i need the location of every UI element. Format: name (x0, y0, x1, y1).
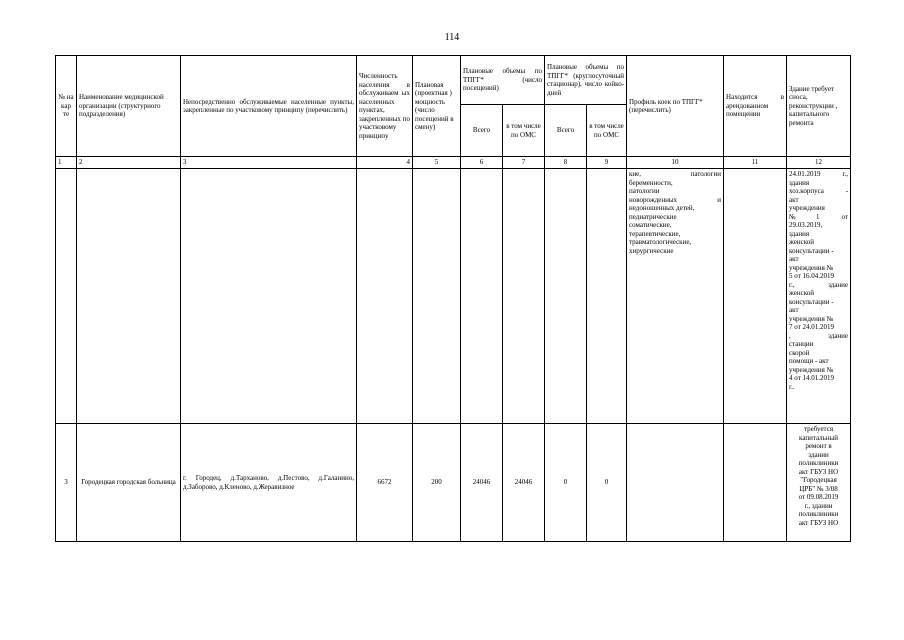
page-number: 114 (444, 32, 460, 43)
text-line: консультации - (789, 297, 834, 306)
text-line: хоз.корпуса - (789, 187, 849, 195)
header-rented: Находится в арендованном помещении (724, 56, 787, 157)
org-name: Городецкая городская больница (77, 424, 181, 542)
header-number: № на кар те (56, 56, 77, 157)
row-number: 3 (56, 424, 77, 542)
text-line: г., здание (789, 280, 849, 289)
text-line: скорой (789, 348, 810, 357)
text-line: акт (789, 306, 799, 314)
empty-cell (545, 169, 587, 424)
column-number: 8 (545, 157, 587, 169)
empty-cell (357, 169, 413, 424)
text-line: станции (789, 340, 814, 348)
table-row-continued (56, 169, 851, 424)
empty-cell (503, 169, 545, 424)
column-number: 2 (77, 157, 181, 169)
text-line: , здание (789, 331, 849, 340)
bed-profile-continued (627, 169, 724, 424)
text-line: акт (789, 195, 799, 204)
text-line: консультации - (789, 246, 834, 255)
text-line: акт (789, 255, 799, 263)
text-line: 7 от 24.01.2019 (789, 323, 834, 331)
column-number: 7 (503, 157, 545, 169)
empty-cell (724, 424, 787, 542)
text-line: женской (789, 238, 815, 246)
header-beddays-oms: в том числе по ОМС (587, 105, 627, 157)
empty-cell (724, 169, 787, 424)
column-number: 10 (627, 157, 724, 169)
facilities-table (55, 55, 851, 542)
text-line: хирургические (629, 246, 674, 255)
text-line: г., здании (804, 501, 833, 510)
text-line: поликлиники (798, 459, 839, 467)
header-beddays-total: Всего (545, 105, 587, 157)
text-line: учреждения № (789, 263, 834, 272)
column-number: 1 (56, 157, 77, 169)
repair-continued (787, 169, 851, 424)
empty-cell (587, 169, 627, 424)
column-number: 5 (413, 157, 461, 169)
text-line: поликлиники (798, 510, 839, 518)
text-line: терапевтические, (629, 229, 681, 238)
column-number-row (56, 157, 851, 169)
empty-cell (413, 169, 461, 424)
capacity: 200 (413, 424, 461, 542)
text-line: новорожденных и (629, 195, 722, 204)
text-line: г.. (789, 382, 795, 391)
text-line: педиатрические (629, 212, 677, 221)
text-line: 4 от 14.01.2019 (789, 374, 834, 382)
population: 6672 (357, 424, 413, 542)
column-number: 12 (787, 157, 851, 169)
text-line: соматические, (629, 221, 672, 229)
text-line: "Городецкая (800, 476, 837, 484)
text-line: недоношенных детей, (629, 204, 695, 212)
localities: г. Городец, д.Тарханово, д.Пестово, д.Галанино, д.Заборово, д.Кленово, д.Жеравизное (181, 424, 357, 542)
beddays-total: 0 (545, 424, 587, 542)
text-line: №1 от (789, 212, 849, 221)
text-line: ремонт в (805, 442, 832, 450)
text-line: здания (789, 178, 810, 187)
beddays-oms: 0 (587, 424, 627, 542)
text-line: 29.03.2019, (789, 221, 823, 229)
text-line: учреждения (789, 204, 825, 212)
text-line: ЦРБ" № 3/08 (799, 484, 838, 493)
column-number: 11 (724, 157, 787, 169)
text-line: здании (808, 450, 829, 459)
text-line: помощи - акт (789, 357, 829, 365)
empty-cell (56, 169, 77, 424)
text-line: капитальный (799, 433, 839, 442)
text-line: акт ГБУЗ НО (798, 518, 839, 527)
text-line: требуется (804, 425, 834, 433)
text-line: женской (789, 289, 815, 297)
text-line: от 09.08.2019 (798, 493, 839, 501)
column-number: 6 (461, 157, 503, 169)
column-number: 4 (357, 157, 413, 169)
text-line: травматологические, (629, 238, 692, 246)
header-visits-oms: в том числе по ОМС (503, 105, 545, 157)
text-line: кие, патологии (629, 170, 722, 178)
text-line: патологии (629, 187, 660, 195)
header-visits-total: Всего (461, 105, 503, 157)
text-line: 24.01.2019 г., (789, 170, 849, 178)
text-line: здания (789, 229, 810, 238)
header-localities: Непосредственно обслуживаемые населенные пункты, закрепленные по участковому принципу (перечислить) (181, 56, 357, 157)
repair-status (787, 424, 851, 542)
visits-oms: 24046 (503, 424, 545, 542)
text-line: учреждения № (789, 314, 834, 323)
header-org-name: Наименование медицинской организации (структурного подразделения) (77, 56, 181, 157)
visits-total: 24046 (461, 424, 503, 542)
text-line: 5 от 16.04.2019 (789, 272, 834, 280)
text-line: беременности, (629, 178, 673, 187)
text-line: акт ГБУЗ НО (798, 467, 839, 476)
column-number: 9 (587, 157, 627, 169)
table-row (56, 424, 851, 542)
empty-cell (461, 169, 503, 424)
text-line: учреждения № (789, 365, 834, 374)
header-capacity: Плановая (проектная ) мощность (число посещений в смену) (413, 56, 461, 157)
empty-cell (77, 169, 181, 424)
header-bed-profile: Профиль коек по ТПГГ* (перечислить) (627, 56, 724, 157)
header-population: Численность населения в обслуживаем ых населенных пунктах, закрепленных по участковому принципу (357, 56, 413, 157)
header-beddays-group: Плановые объемы по ТПГГ* (круглосуточный стационар), число койко-дней (545, 56, 627, 105)
empty-cell (181, 169, 357, 424)
empty-cell (627, 424, 724, 542)
header-repair: Здание требует сноса, реконструкции , капитального ремонта (787, 56, 851, 157)
header-visits-group: Плановые объемы по ТПГГ* (число посещений) (461, 56, 545, 105)
column-number: 3 (181, 157, 357, 169)
